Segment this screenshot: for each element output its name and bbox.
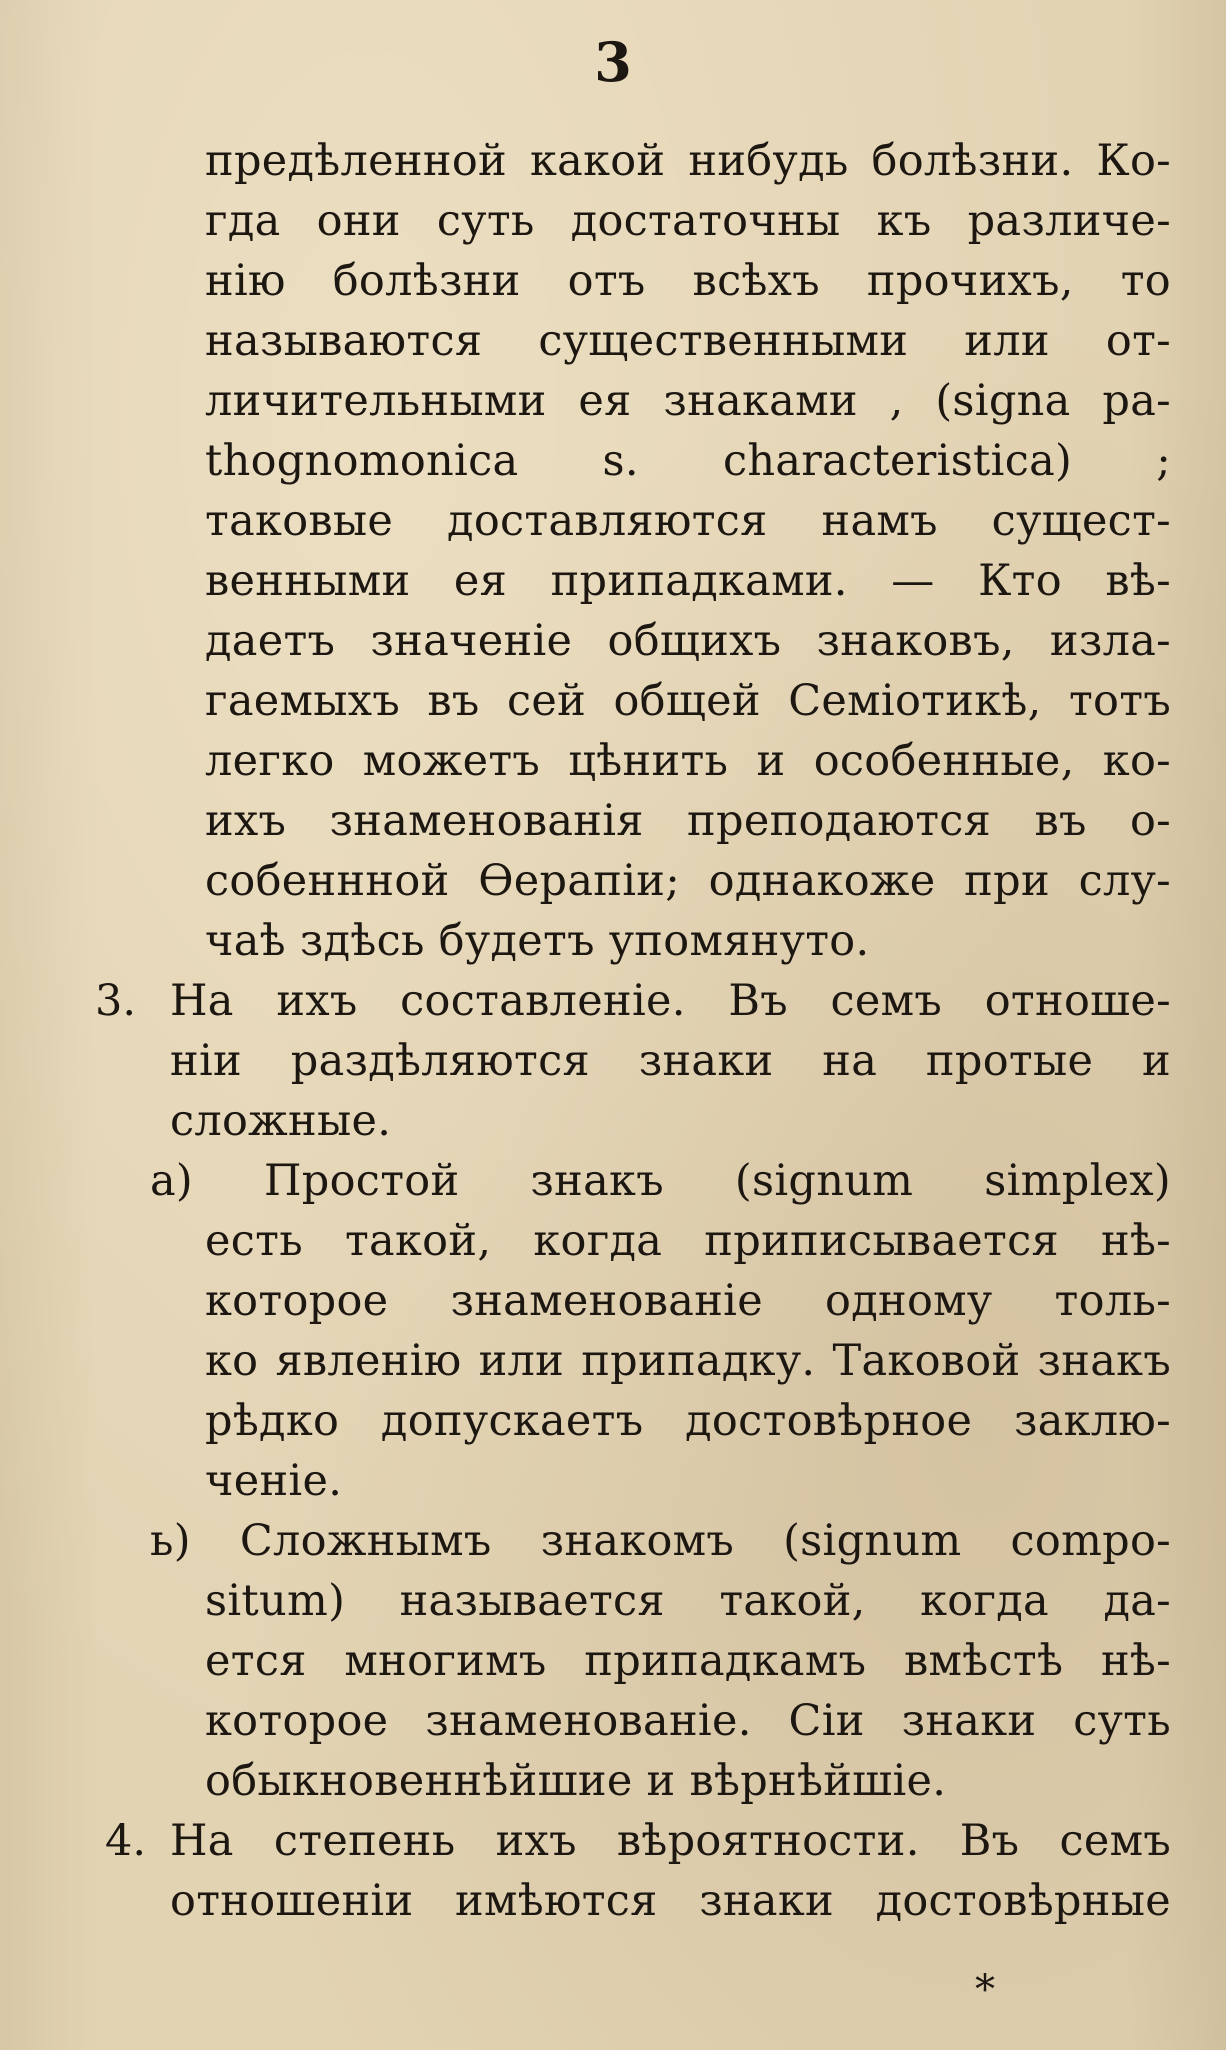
- text-line: ихъ знаменованія преподаются въ о-: [205, 796, 1171, 846]
- text-line: гаемыхъ въ сей общей Семіотикѣ, тотъ: [205, 676, 1171, 726]
- text-line: а) Простой знакъ (signum simplex): [150, 1156, 1171, 1206]
- text-line: ніи раздѣляются знаки на протые и: [170, 1036, 1171, 1086]
- text-line: отношеніи имѣются знаки достовѣрные: [170, 1876, 1171, 1926]
- text-line: обыкновеннѣйшие и вѣрнѣйшіе.: [205, 1756, 947, 1806]
- text-line: сложные.: [170, 1096, 392, 1146]
- text-line: личительными ея знаками , (signa pa-: [205, 376, 1171, 426]
- text-line: нію болѣзни отъ всѣхъ прочихъ, то: [205, 256, 1171, 306]
- item-number: 4.: [105, 1816, 147, 1866]
- text-line: ко явленію или припадку. Таковой знакъ: [205, 1336, 1171, 1386]
- text-line: есть такой, когда приписывается нѣ-: [205, 1216, 1171, 1266]
- text-line: рѣдко допускаетъ достовѣрное заклю-: [205, 1396, 1171, 1446]
- text-line: которое знаменованіе одному толь-: [205, 1276, 1171, 1326]
- text-line: которое знаменованіе. Сіи знаки суть: [205, 1696, 1171, 1746]
- text-line: называются существенными или от-: [205, 316, 1171, 366]
- text-line: гда они суть достаточны къ различе-: [205, 196, 1171, 246]
- text-line: situm) называется такой, когда да-: [205, 1576, 1171, 1626]
- text-line: ь) Сложнымъ знакомъ (signum compo-: [150, 1516, 1171, 1566]
- text-line: таковые доставляются намъ сущест-: [205, 496, 1171, 546]
- page-number: 3: [594, 30, 632, 94]
- text-line: легко можетъ цѣнить и особенные, ко-: [205, 736, 1171, 786]
- text-line: ется многимъ припадкамъ вмѣстѣ нѣ-: [205, 1636, 1171, 1686]
- text-line: На ихъ составленіе. Въ семъ отноше-: [170, 976, 1171, 1026]
- text-line: предѣленной какой нибудь болѣзни. Ко-: [205, 136, 1171, 186]
- text-line: венными ея припадками. — Кто вѣ-: [205, 556, 1171, 606]
- text-line: ченіе.: [205, 1456, 343, 1506]
- text-line: собеннной Ѳерапіи; однакоже при слу-: [205, 856, 1171, 906]
- text-line: даетъ значеніе общихъ знаковъ, изла-: [205, 616, 1171, 666]
- item-number: 3.: [95, 976, 137, 1026]
- text-line: thognomonica s. characteristica) ;: [205, 436, 1171, 486]
- text-line: чаѣ здѣсь будетъ упомянуто.: [205, 916, 870, 966]
- catchword-mark: *: [975, 1967, 995, 2013]
- text-line: На степень ихъ вѣроятности. Въ семъ: [170, 1816, 1171, 1866]
